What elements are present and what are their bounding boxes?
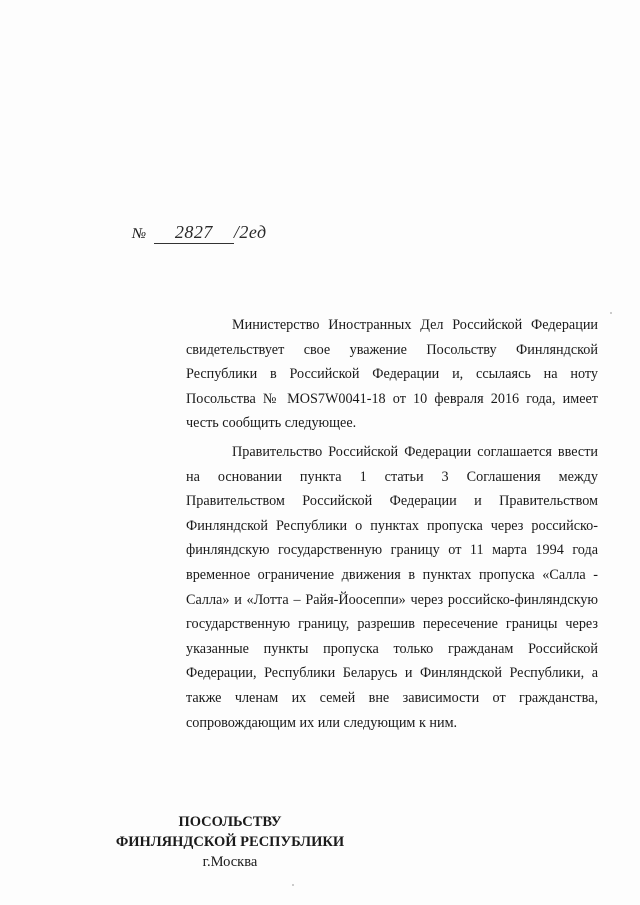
number-sign: № <box>132 226 147 242</box>
paragraph-intro: Министерство Иностранных Дел Российской Федерации свидетельствует свое уважение Посольству Финляндской Республики в Российской Федерации и, ссылаясь на ноту Посольства № MOS7W0041-18 от 10 февраля 2016 года, имеет честь сообщить следующее. <box>186 317 598 432</box>
addressee-city: г.Москва <box>202 854 258 870</box>
scan-speck <box>610 312 612 314</box>
number-field <box>154 222 234 244</box>
addressee-block <box>100 812 360 872</box>
handwritten-suffix: /2ед <box>233 222 267 242</box>
addressee-line-2: ФИНЛЯНДСКОЙ РЕСПУБЛИКИ <box>115 834 345 850</box>
document-number <box>132 222 267 244</box>
scan-speck <box>292 884 294 886</box>
paragraph-main: Правительство Российской Федерации соглашается ввести на основании пункта 1 статьи 3 Соглашения между Правительством Российской Федерации и Правительством Финляндской Республики о пунктах пропуска через российско-финляндскую государственную границу от 11 марта 1994 года временное ограничение движения в пунктах пропуска «Салла - Салла» и «Лотта – Райя-Йоосеппи» через российско-финляндскую государственную границу, разрешив пересечение границы через указанные пункты пропуска только гражданам Российской Федерации, Республики Беларусь и Финляндской Республики, а также членам их семей вне зависимости от гражданства, сопровождающим их или следующим к ним. <box>186 443 598 731</box>
note-body <box>186 313 598 739</box>
handwritten-number: 2827 <box>174 222 213 242</box>
addressee-line-1: ПОСОЛЬСТВУ <box>178 814 282 830</box>
